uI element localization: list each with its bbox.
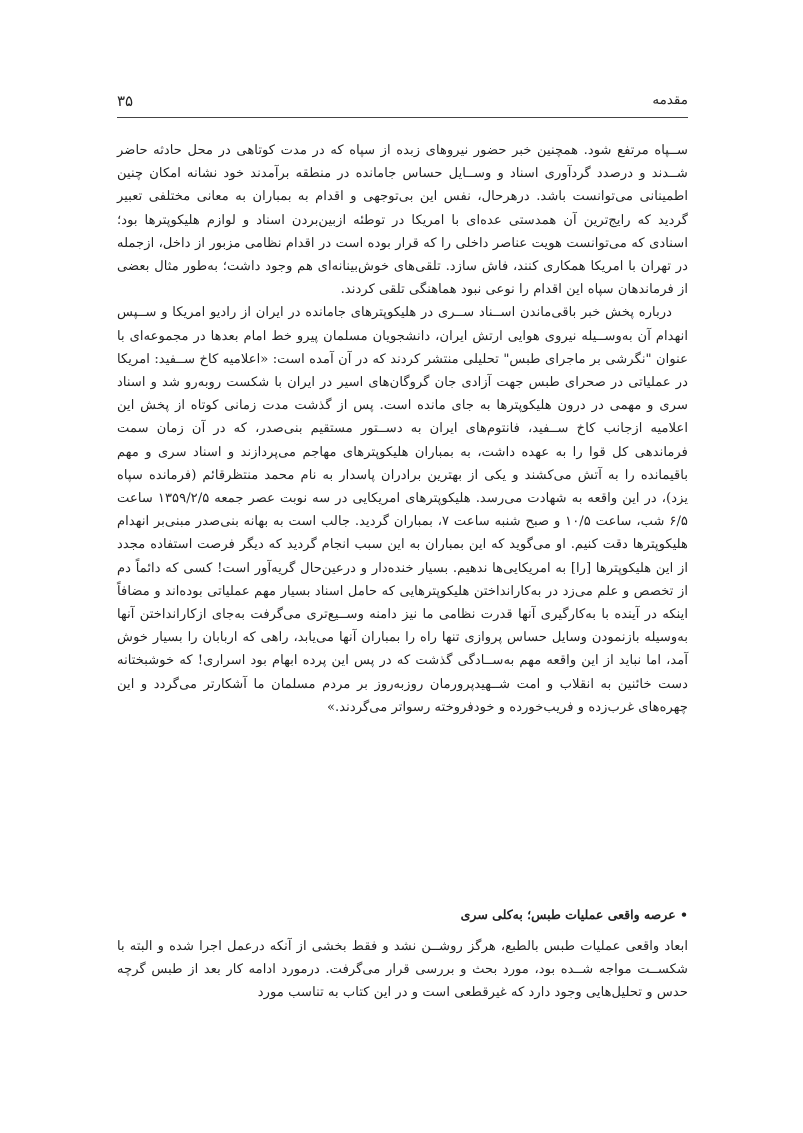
header-rule — [117, 117, 688, 118]
main-text — [117, 139, 688, 719]
section-paragraph: ابعاد واقعی عملیات طبس بالطبع، هرگز روشــن نشد و فقط بخشی از آنکه درعمل اجرا شده و البته با شکســت مواجه شــده بود، مورد بحث و بررسی قرار می‌گرفت. درمورد ادامه کار بعد از طبس گرچه حدس و تحلیل‌هایی وجود دارد که غیرقطعی است و در این کتاب به تناسب مورد — [117, 939, 688, 1001]
paragraph-2: درباره پخش خبر باقی‌ماندن اســناد ســری در هلیکوپترهای جامانده در ایران از رادیو امریکا و ســپس انهدام آن به‌وســیله نیروی هوایی ارتش ایران، دانشجویان مسلمان پیرو خط امام بعدها در مجموعه‌ای با عنوان "نگرشی بر ماجرای طبس" تحلیلی منتشر کردند که در آن آمده است: «اعلامیه کاخ ســفید: امریکا در عملیاتی در صحرای طبس جهت آزادی جان گروگان‌های اسیر در ایران با شکست روبه‌رو شد و اسناد سری و مهمی در درون هلیکوپترها به جای مانده است. پس از گذشت مدت زمانی کوتاه از پخش این اعلامیه ازجانب کاخ ســفید، فانتوم‌های ایران به دســتور مستقیم بنی‌صدر، که در آن زمان سمت فرماندهی کل قوا را به عهده داشت، به بمباران هلیکوپترهای مهاجم می‌پردازند و اسناد سری و مهم باقیمانده را به آتش می‌کشند و یکی از بهترین برادران پاسدار به نام محمد منتظرقائم (فرمانده سپاه یزد)، در این واقعه به شهادت می‌رسد. هلیکوپترهای امریکایی در سه نوبت عصر جمعه ۱۳۵۹/۲/۵ ساعت ۶/۵ شب، ساعت ۱۰/۵ و صبح شنبه ساعت ۷، بمباران گردید. جالب است به بهانه بنی‌صدر مبنی‌بر انهدام هلیکوپترها دقت کنیم. او می‌گوید که این بمباران به این سبب انجام گردید که دیگر فرصت استفاده مجدد از این هلیکوپترها [را] به امریکایی‌ها ندهیم. بسیار خنده‌دار و درعین‌حال گریه‌آور است! کسی که دائماً دم از تخصص و علم می‌زد در به‌کارانداختن هلیکوپترهایی که حامل اسناد بسیار مهم عملیاتی بوده‌اند و مضافاً اینکه در آینده با به‌کارگیری آنها قدرت نظامی ما نیز دامنه وســیع‌تری می‌گرفت به‌جای ازکارانداختن آنها به‌وسیله بازنمودن وسایل حساس پروازی تنها راه را بمباران آنها می‌یابد، راهی که اربابان را بسیار خوش آمد، اما نباید از این واقعه مهم به‌ســادگی گذشت که در پس این پرده ابهام بود اسراری! که خوشبختانه دست خائنین به انقلاب و امت شــهیدپرورمان روزبه‌روز بر مردم مسلمان ما آشکارتر می‌گردد و این چهره‌های غرب‌زده و فریب‌خورده و خودفروخته رسواتر می‌گردند.» — [117, 305, 689, 715]
page-header — [117, 92, 688, 114]
paragraph-1: ســپاه مرتفع شود. همچنین خبر حضور نیروهای زبده از سپاه که در مدت کوتاهی در محل حادثه حاضر شــدند و درصدد گردآوری اسناد و وســایل حساس جامانده در منطقه برآمدند خود نشانه امکان چنین اطمینانی می‌توانست باشد. درهرحال، نفس این بی‌توجهی و اقدام به بمباران به معانی مختلفی تعبیر گردید که رایج‌ترین آن همدستی عده‌ای با امریکا در توطئه ازبین‌بردن اسناد و لوازم هلیکوپترها بود؛ اسنادی که می‌توانست هویت عناصر داخلی را که قرار بوده است در اقدام نظامی مزبور از داخل، ازجمله در تهران با امریکا همکاری کنند، فاش سازد. تلقی‌های خوش‌بینانه‌ای هم وجود داشت؛ به‌طور مثال بعضی از فرماندهان سپاه این اقدام را نوعی نبود هماهنگی تلقی کردند. — [117, 143, 688, 298]
section-text — [117, 935, 688, 1005]
page-number: ۳۵ — [117, 94, 134, 110]
section-heading: • عرصه واقعی عملیات طبس؛ به‌کلی سری — [460, 907, 688, 922]
running-title: مقدمه — [652, 92, 688, 107]
